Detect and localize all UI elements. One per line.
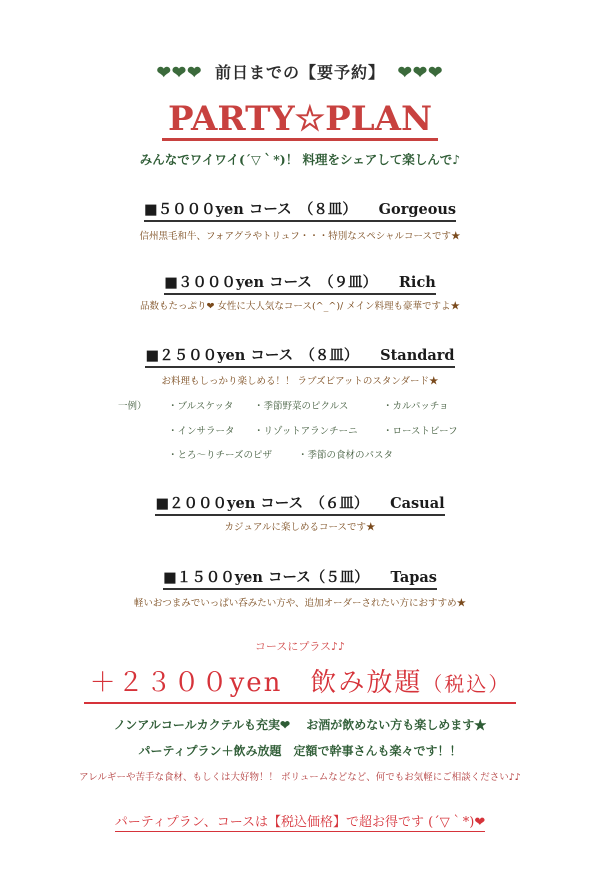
- footer-note: [0, 811, 600, 832]
- page-title: PARTY☆PLAN: [162, 100, 438, 141]
- course-label: ■２０００yen コース （６皿） Casual: [155, 492, 444, 516]
- course-note: 軽いおつまみでいっぱい呑みたい方や、追加オーダーされたい方におすすめ★: [133, 598, 467, 609]
- drink-plan-title: [84, 667, 517, 704]
- course-3000: [0, 271, 600, 295]
- course-5000: [0, 198, 600, 222]
- course-label: ■１５００yen コース（５皿） Tapas: [163, 566, 437, 590]
- example-dish: ・リゾットアランチーニ: [254, 426, 358, 437]
- course-note: 品数もたっぷり❤ 女性に大人気なコース(^_^)/ メイン料理も豪華ですよ★: [139, 301, 461, 312]
- reservation-header: [0, 60, 600, 83]
- subtitle: みんなでワイワイ(´▽｀*)！ 料理をシェアして楽しんで♪: [139, 152, 461, 167]
- course-note: お料理もしっかり楽しめる！！ ラブズビアットのスタンダード★: [161, 376, 439, 387]
- course-1500: [0, 566, 600, 590]
- course-note: 信州黒毛和牛、フォアグラやトリュフ・・・特別なスペシャルコースです★: [139, 231, 461, 242]
- course-note: カジュアルに楽しめるコースです★: [224, 522, 376, 533]
- example-dish: ・季節の食材のパスタ: [298, 450, 394, 461]
- example-dish: ・インサラータ: [168, 426, 235, 437]
- reservation-text: 前日までの【要予約】: [214, 63, 385, 82]
- allergy-note: アレルギーや苦手な食材、もしくは大好物！！ ボリュームなどなど、何でもお気軽にご相談ください♪♪: [79, 772, 521, 783]
- example-dish: ・カルパッチョ: [383, 401, 449, 412]
- example-dish: ・とろ～りチーズのピザ: [168, 450, 273, 461]
- course-plus-label: コースにプラス♪♪: [254, 640, 346, 653]
- course-2500: [0, 344, 600, 368]
- heart-icon: ❤❤❤: [156, 63, 203, 83]
- heart-icon: ❤❤❤: [397, 63, 444, 83]
- example-dish: ・ブルスケッタ: [168, 401, 234, 412]
- footer-text: パーティプラン、コースは【税込価格】で超お得です (´▽｀*)❤: [115, 811, 485, 832]
- drink-note: ノンアルコールカクテルも充実❤ お酒が飲めない方も楽しめます★: [113, 718, 487, 732]
- course-label: ■５０００yen コース （８皿） Gorgeous: [144, 198, 456, 222]
- course-2000: [0, 492, 600, 516]
- drink-note: パーティプラン＋飲み放題 定額で幹事さんも楽々です！！: [138, 744, 462, 758]
- title-block: [0, 100, 600, 141]
- course-label: ■３０００yen コース （９皿） Rich: [164, 271, 436, 295]
- example-dish: ・季節野菜のピクルス: [254, 401, 349, 412]
- example-dish: ・ローストビーフ: [383, 426, 458, 437]
- course-label: ■２５００yen コース （８皿） Standard: [145, 344, 454, 368]
- example-prefix: 一例）: [118, 401, 147, 412]
- drink-plan: [0, 667, 600, 704]
- drink-plan-main: ＋２３００yen 飲み放題: [89, 668, 423, 698]
- tax-included: （税込）: [422, 672, 511, 696]
